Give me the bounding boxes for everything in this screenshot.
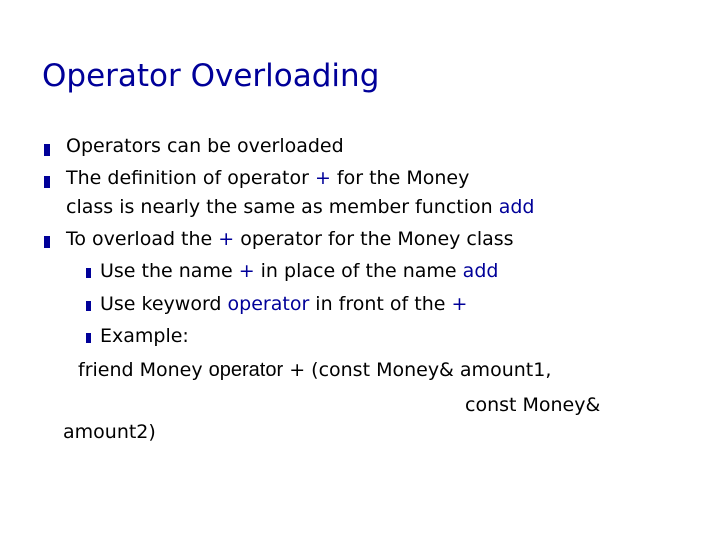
sub-bullet-marker — [86, 333, 91, 343]
code-params-3: amount2) — [63, 421, 156, 443]
code-line-1 — [78, 358, 551, 382]
sub-bullet-1 — [100, 259, 498, 283]
code-line-2 — [465, 393, 600, 417]
bullet-marker — [44, 176, 50, 188]
bullet-text-3 — [66, 227, 514, 251]
sub-1-pre: Use the name — [100, 260, 239, 282]
bullet-2-pre: The definition of operator — [66, 167, 315, 189]
bullet-text-2 — [66, 166, 469, 190]
sub-1-add: add — [462, 260, 499, 282]
bullet-3-post: operator for the Money class — [234, 228, 514, 250]
sub-bullet-marker — [86, 268, 91, 278]
bullet-2b-add: add — [498, 196, 535, 218]
sub-2-mid: in front of the — [309, 293, 452, 315]
slide-title: Operator Overloading — [42, 58, 380, 94]
code-operator-keyword: operator — [208, 359, 284, 381]
sub-bullet-marker — [86, 301, 91, 311]
sub-3-text: Example: — [100, 325, 189, 347]
sub-2-pre: Use keyword — [100, 293, 228, 315]
bullet-marker — [44, 236, 50, 248]
bullet-marker — [44, 144, 50, 156]
code-params-1: + (const Money& amount1, — [283, 359, 552, 381]
bullet-text-2-cont — [66, 195, 534, 219]
sub-2-operator: operator — [227, 293, 310, 315]
code-friend-money: friend Money — [78, 359, 209, 381]
code-params-2: const Money& — [465, 394, 601, 416]
sub-bullet-3 — [100, 324, 189, 348]
bullet-3-pre: To overload the — [66, 228, 219, 250]
sub-1-mid: in place of the name — [254, 260, 463, 282]
bullet-text-1 — [66, 134, 344, 158]
bullet-2-plus: + — [314, 167, 331, 189]
bullet-3-plus: + — [218, 228, 235, 250]
bullet-1-text: Operators can be overloaded — [66, 135, 344, 157]
sub-1-plus: + — [238, 260, 255, 282]
sub-2-plus: + — [451, 293, 468, 315]
code-line-3 — [63, 420, 156, 444]
bullet-2-post: for the Money — [330, 167, 470, 189]
sub-bullet-2 — [100, 292, 467, 316]
bullet-2b-pre: class is nearly the same as member function — [66, 196, 499, 218]
